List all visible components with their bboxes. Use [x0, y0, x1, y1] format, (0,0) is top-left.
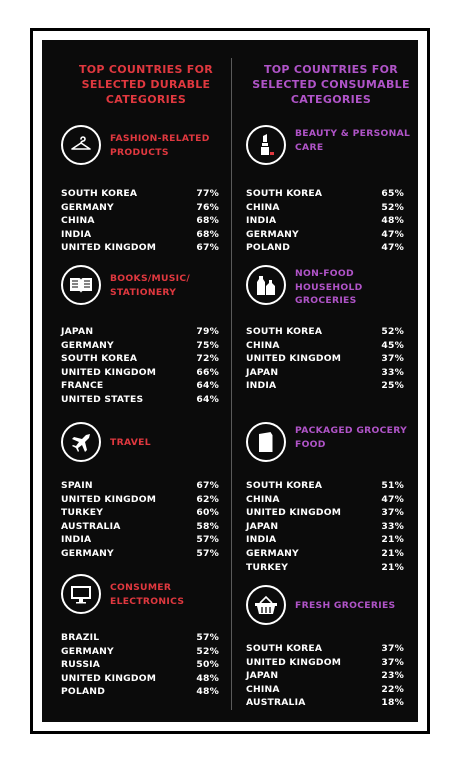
country-percent: 57% [196, 534, 219, 546]
cleaning-bottles-icon [246, 265, 286, 305]
country-name: UNITED KINGDOM [246, 507, 342, 519]
country-name: JAPAN [61, 326, 94, 337]
country-row [61, 520, 219, 534]
country-percent: 58% [196, 520, 219, 532]
country-percent: 47% [381, 242, 404, 254]
country-percent: 21% [381, 561, 404, 573]
country-list [246, 479, 404, 574]
country-name: UNITED KINGDOM [61, 242, 157, 254]
country-row [61, 352, 219, 366]
country-name: FRANCE [61, 380, 104, 392]
category-title: BEAUTY & PERSONAL CARE [295, 128, 411, 153]
country-name: UNITED KINGDOM [61, 493, 157, 505]
consumable-heading: TOP COUNTRIES FOR SELECTED CONSUMABLE CATEGORIES [252, 63, 410, 106]
country-percent: 60% [196, 507, 219, 519]
country-row [246, 561, 404, 575]
country-percent: 33% [381, 366, 404, 378]
country-name: INDIA [61, 534, 92, 546]
category-title: FRESH GROCERIES [295, 600, 396, 611]
country-row [246, 366, 404, 380]
country-percent: 68% [196, 228, 219, 240]
country-name: UNITED STATES [61, 393, 144, 405]
country-percent: 18% [381, 697, 404, 709]
country-row [246, 379, 404, 393]
country-percent: 65% [381, 188, 404, 199]
country-row [61, 658, 219, 672]
country-row [61, 201, 219, 215]
country-percent: 25% [381, 380, 404, 392]
country-name: RUSSIA [61, 659, 101, 671]
country-row [246, 352, 404, 366]
category-title: FASHION-RELATED PRODUCTS [110, 133, 210, 158]
country-row [61, 241, 219, 255]
country-percent: 75% [196, 339, 219, 351]
country-row [246, 493, 404, 507]
country-name: SOUTH KOREA [246, 480, 323, 491]
country-row [246, 339, 404, 353]
country-row [61, 547, 219, 561]
country-name: INDIA [246, 534, 277, 546]
country-name: GERMANY [246, 547, 299, 559]
country-list [61, 631, 219, 699]
country-name: UNITED KINGDOM [61, 672, 157, 684]
country-row [246, 520, 404, 534]
country-row [61, 214, 219, 228]
country-list [246, 325, 404, 393]
country-name: SPAIN [61, 480, 93, 491]
country-percent: 62% [196, 493, 219, 505]
country-row [246, 479, 404, 493]
country-name: GERMANY [61, 645, 114, 657]
country-row [246, 187, 404, 201]
country-name: JAPAN [246, 366, 279, 378]
country-percent: 37% [381, 353, 404, 365]
country-name: SOUTH KOREA [61, 353, 138, 365]
category-title: PACKAGED GROCERY FOOD [295, 425, 408, 450]
country-name: INDIA [246, 215, 277, 227]
lipstick-icon [246, 125, 286, 165]
country-name: CHINA [246, 493, 280, 505]
country-row [61, 393, 219, 407]
country-row [246, 228, 404, 242]
cereal-box-icon [246, 422, 286, 462]
country-name: UNITED KINGDOM [61, 366, 157, 378]
country-percent: 68% [196, 215, 219, 227]
country-list [61, 479, 219, 561]
country-row [61, 379, 219, 393]
country-percent: 21% [381, 534, 404, 546]
country-row [61, 187, 219, 201]
country-name: UNITED KINGDOM [246, 353, 342, 365]
country-row [246, 506, 404, 520]
country-row [246, 547, 404, 561]
country-percent: 67% [196, 242, 219, 254]
country-percent: 21% [381, 547, 404, 559]
country-name: GERMANY [61, 201, 114, 213]
country-name: UNITED KINGDOM [246, 656, 342, 668]
country-percent: 52% [381, 326, 404, 337]
country-percent: 50% [196, 659, 219, 671]
country-percent: 79% [196, 326, 219, 337]
country-percent: 52% [196, 645, 219, 657]
country-name: SOUTH KOREA [61, 188, 138, 199]
category-title: TRAVEL [110, 437, 151, 448]
country-name: GERMANY [61, 339, 114, 351]
country-name: CHINA [61, 215, 95, 227]
country-percent: 37% [381, 507, 404, 519]
country-percent: 57% [196, 547, 219, 559]
country-row [61, 493, 219, 507]
country-name: GERMANY [246, 228, 299, 240]
monitor-icon [61, 574, 101, 614]
country-row [246, 669, 404, 683]
country-percent: 47% [381, 228, 404, 240]
open-book-icon [61, 265, 101, 305]
country-percent: 37% [381, 656, 404, 668]
country-name: INDIA [246, 380, 277, 392]
country-name: JAPAN [246, 520, 279, 532]
country-name: INDIA [61, 228, 92, 240]
country-list [61, 187, 219, 255]
country-percent: 72% [196, 353, 219, 365]
country-percent: 33% [381, 520, 404, 532]
country-percent: 23% [381, 670, 404, 682]
country-name: GERMANY [61, 547, 114, 559]
country-name: SOUTH KOREA [246, 188, 323, 199]
country-name: SOUTH KOREA [246, 326, 323, 337]
country-name: TURKEY [61, 507, 104, 519]
country-percent: 76% [196, 201, 219, 213]
category-title: NON-FOOD HOUSEHOLD GROCERIES [295, 268, 363, 306]
country-row [246, 214, 404, 228]
country-name: JAPAN [246, 670, 279, 682]
country-percent: 52% [381, 201, 404, 213]
country-percent: 45% [381, 339, 404, 351]
country-row [61, 685, 219, 699]
country-row [246, 696, 404, 710]
country-row [246, 683, 404, 697]
country-name: AUSTRALIA [246, 697, 306, 709]
country-name: POLAND [246, 242, 291, 254]
country-percent: 47% [381, 493, 404, 505]
country-row [61, 533, 219, 547]
country-percent: 66% [196, 366, 219, 378]
column-divider [231, 58, 232, 710]
country-row [246, 325, 404, 339]
airplane-icon [61, 422, 101, 462]
country-name: TURKEY [246, 561, 289, 573]
country-percent: 77% [196, 188, 219, 199]
country-percent: 57% [196, 632, 219, 643]
country-row [61, 631, 219, 645]
country-list [61, 325, 219, 407]
country-percent: 48% [196, 672, 219, 684]
country-percent: 48% [196, 686, 219, 698]
country-row [61, 672, 219, 686]
country-percent: 22% [381, 683, 404, 695]
country-row [61, 228, 219, 242]
country-percent: 64% [196, 393, 219, 405]
country-row [61, 479, 219, 493]
country-row [246, 656, 404, 670]
hanger-icon [61, 125, 101, 165]
basket-icon [246, 585, 286, 625]
category-title: CONSUMER ELECTRONICS [110, 582, 185, 607]
country-name: CHINA [246, 339, 280, 351]
country-row [246, 201, 404, 215]
country-row [246, 533, 404, 547]
country-row [61, 366, 219, 380]
country-percent: 64% [196, 380, 219, 392]
country-percent: 51% [381, 480, 404, 491]
country-name: CHINA [246, 683, 280, 695]
category-title: BOOKS/MUSIC/ STATIONERY [110, 273, 191, 298]
country-row [61, 325, 219, 339]
country-name: SOUTH KOREA [246, 643, 323, 654]
country-row [61, 645, 219, 659]
country-row [246, 241, 404, 255]
country-row [61, 506, 219, 520]
country-row [246, 642, 404, 656]
country-list [246, 187, 404, 255]
country-percent: 48% [381, 215, 404, 227]
country-name: CHINA [246, 201, 280, 213]
durable-heading: TOP COUNTRIES FOR SELECTED DURABLE CATEGORIES [78, 63, 214, 106]
country-list [246, 642, 404, 710]
country-name: AUSTRALIA [61, 520, 121, 532]
country-percent: 67% [196, 480, 219, 491]
country-name: BRAZIL [61, 632, 100, 643]
country-name: POLAND [61, 686, 106, 698]
country-row [61, 339, 219, 353]
country-percent: 37% [381, 643, 404, 654]
